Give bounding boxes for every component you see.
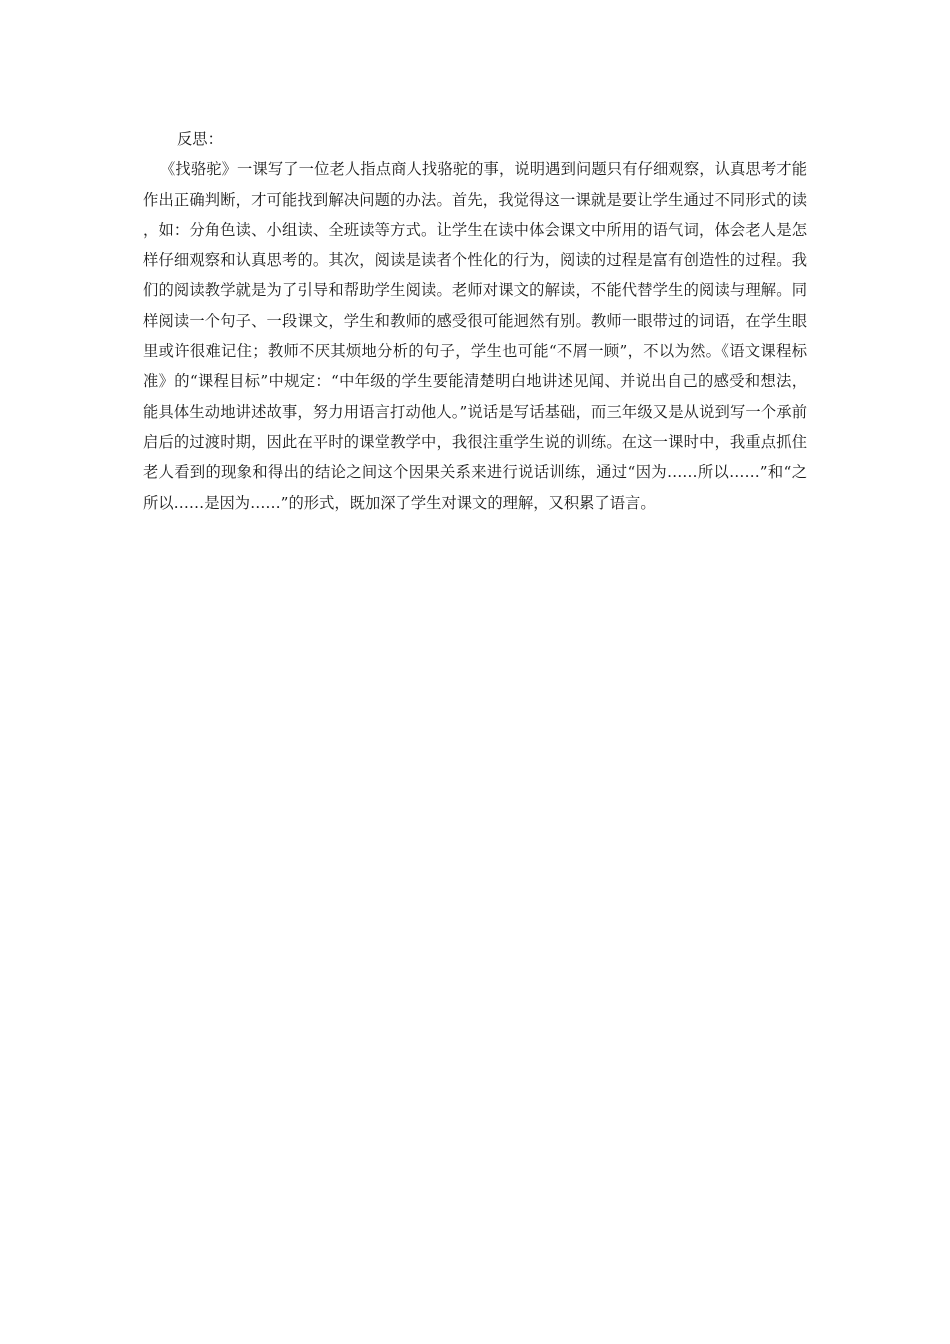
section-heading: 反思： (177, 130, 223, 148)
document-body (143, 124, 807, 518)
reflection-paragraph: 《找骆驼》一课写了一位老人指点商人找骆驼的事，说明遇到问题只有仔细观察，认真思考才能作出正确判断，才可能找到解决问题的办法。首先，我觉得这一课就是要让学生通过不同形式的读，如：分角色读、小组读、全班读等方式。让学生在读中体会课文中所用的语气词，体会老人是怎样仔细观察和认真思考的。其次，阅读是读者个性化的行为，阅读的过程是富有创造性的过程。我们的阅读教学就是为了引导和帮助学生阅读。老师对课文的解读，不能代替学生的阅读与理解。同样阅读一个句子、一段课文，学生和教师的感受很可能迥然有别。教师一眼带过的词语，在学生眼里或许很难记住；教师不厌其烦地分析的句子，学生也可能“不屑一顾”，不以为然。《语文课程标准》的“课程目标”中规定：“中年级的学生要能清楚明白地讲述见闻、并说出自己的感受和想法，能具体生动地讲述故事，努力用语言打动他人。”说话是写话基础，而三年级又是从说到写一个承前启后的过渡时期，因此在平时的课堂教学中，我很注重学生说的训练。在这一课时中，我重点抓住老人看到的现象和得出的结论之间这个因果关系来进行说话训练，通过“因为……所以……”和“之所以……是因为……”的形式，既加深了学生对课文的理解，又积累了语言。 (143, 160, 807, 512)
